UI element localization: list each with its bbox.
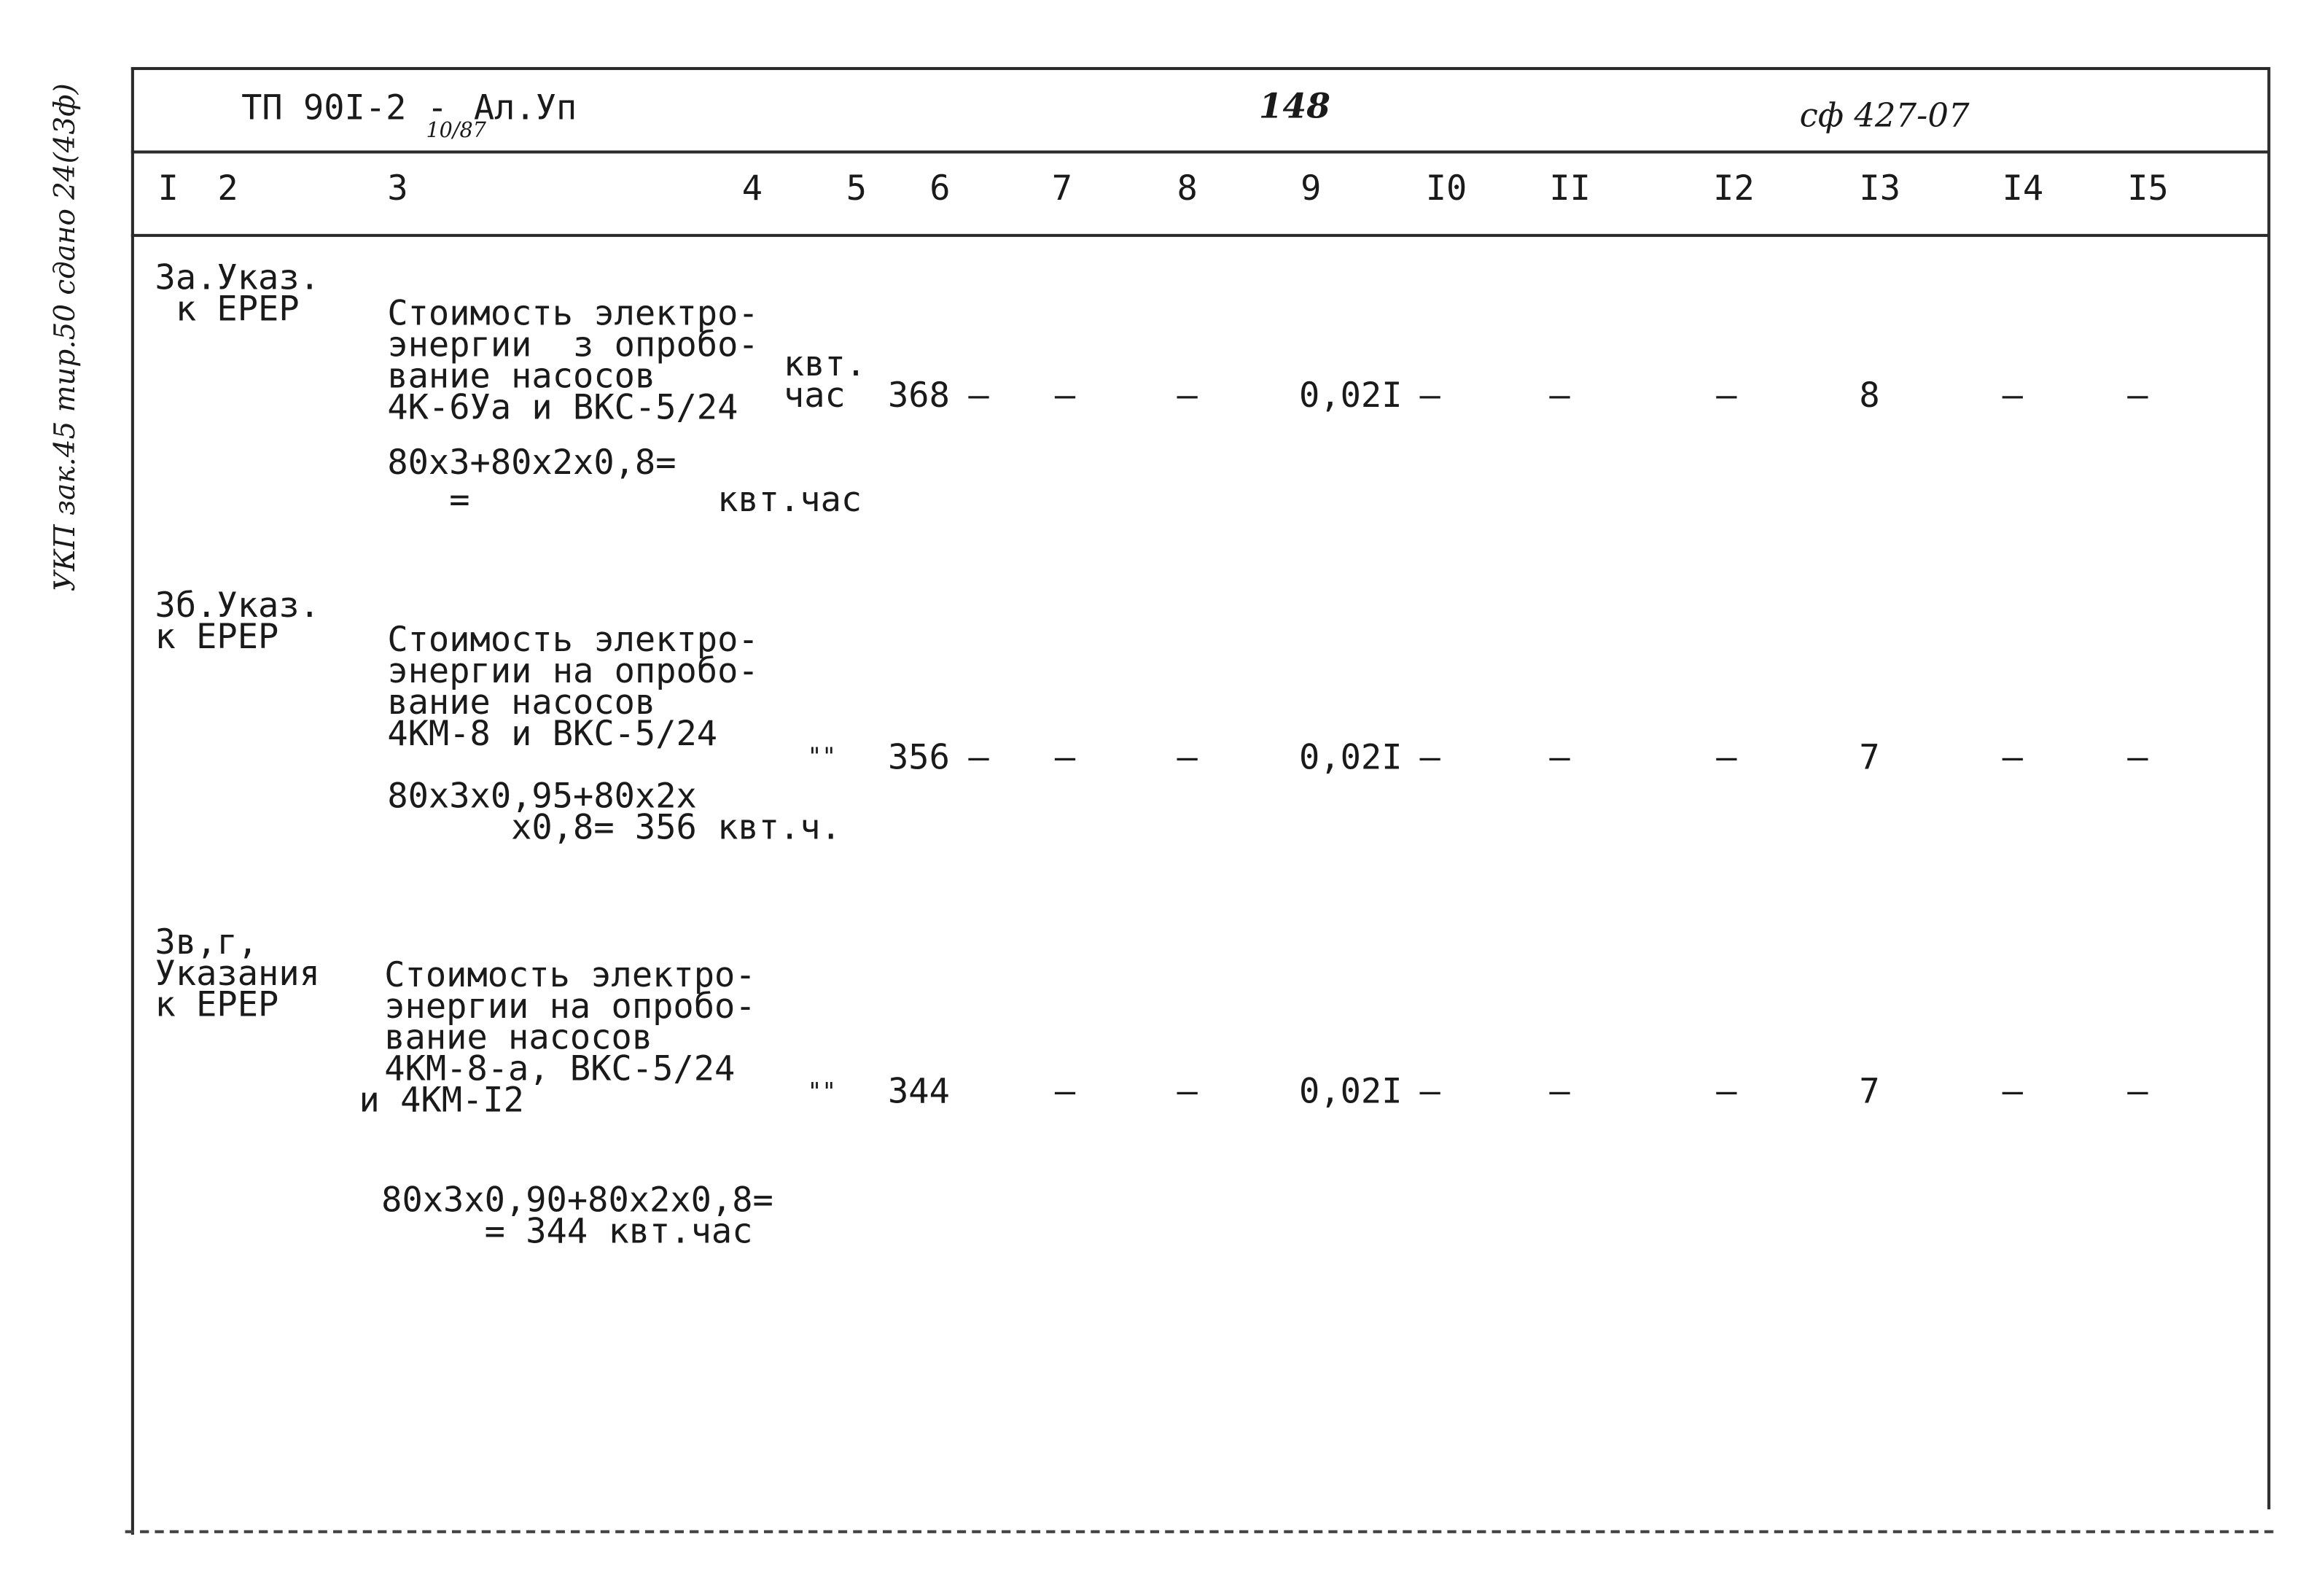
column-number: I2 xyxy=(1713,169,1755,209)
row-calculation: = квт.час xyxy=(387,481,862,521)
row-reference: 3а.Указ. xyxy=(155,259,320,298)
row-rate: 0,02I xyxy=(1299,739,1403,778)
row-value: – xyxy=(1177,377,1198,416)
row-description: и 4КМ-I2 xyxy=(359,1081,524,1121)
row-description: 4КМ-8 и ВКС-5/24 xyxy=(387,715,718,755)
column-number: 4 xyxy=(741,169,763,209)
column-number: I5 xyxy=(2127,169,2169,209)
frame-bottom xyxy=(125,1530,2274,1533)
row-value: – xyxy=(1419,739,1440,778)
row-calculation: = 344 квт.час xyxy=(381,1212,753,1252)
row-unit: "" xyxy=(807,741,837,771)
row-description: энергии з опробо- xyxy=(387,326,759,365)
row-value: – xyxy=(968,377,989,416)
row-quantity: 368 xyxy=(887,377,950,416)
row-value: – xyxy=(1549,1073,1570,1112)
row-description: вание насосов xyxy=(387,357,656,397)
row-calculation: 80х3х0,95+80х2х xyxy=(387,777,697,817)
row-description: энергии на опробо- xyxy=(384,987,756,1027)
document-fraction: 10/87 xyxy=(426,119,486,144)
row-calculation: 80х3х0,90+80х2х0,8= xyxy=(381,1181,773,1221)
column-number: 9 xyxy=(1301,169,1322,209)
column-numbers-rule xyxy=(131,234,2269,237)
margin-annotation xyxy=(40,77,85,591)
row-value: – xyxy=(1419,377,1440,416)
row-value: – xyxy=(1054,739,1076,778)
frame-right xyxy=(2267,67,2270,1509)
row-value: – xyxy=(2002,377,2023,416)
row-description: 4КМ-8-а, ВКС-5/24 xyxy=(384,1050,736,1089)
column-number: I4 xyxy=(2002,169,2044,209)
row-unit: квт. xyxy=(783,346,867,385)
row-description: 4К-6Уа и ВКС-5/24 xyxy=(387,389,738,428)
row-description: энергии на опробо- xyxy=(387,653,759,692)
row-rate: 0,02I xyxy=(1299,377,1403,416)
row-description: Стоимость электро- xyxy=(387,621,759,661)
row-description: вание насосов xyxy=(387,684,656,723)
column-number: II xyxy=(1549,169,1591,209)
row-value: – xyxy=(2002,1073,2023,1112)
row-value: – xyxy=(1177,1073,1198,1112)
row-calculation: х0,8= 356 квт.ч. xyxy=(387,809,841,848)
column-number: 2 xyxy=(217,169,238,209)
row-calculation: 80х3+80х2х0,8= xyxy=(387,443,676,483)
side-note: УКП зак.45 тир.50 сдано 24(43ф) xyxy=(49,83,82,592)
row-value: – xyxy=(1716,1073,1737,1112)
row-value: – xyxy=(1419,1073,1440,1112)
column-number: I3 xyxy=(1859,169,1901,209)
row-rate: 0,02I xyxy=(1299,1073,1403,1112)
row-value: – xyxy=(1716,377,1737,416)
document-suffix: Ал.Уп xyxy=(473,89,577,128)
row-value: – xyxy=(1549,739,1570,778)
row-value: – xyxy=(1054,1073,1076,1112)
row-value: – xyxy=(2002,739,2023,778)
header-rule xyxy=(131,150,2269,153)
document-code: ТП 90I-2 - xyxy=(241,89,448,128)
row-value: – xyxy=(2127,377,2148,416)
column-number: 5 xyxy=(846,169,867,209)
row-reference: к ЕРЕР xyxy=(155,986,279,1025)
row-value: – xyxy=(968,739,989,778)
row-total: 7 xyxy=(1859,739,1880,778)
column-number: I xyxy=(157,169,179,209)
row-value: – xyxy=(2127,1073,2148,1112)
row-reference: Указания xyxy=(155,954,320,994)
row-total: 8 xyxy=(1859,377,1880,416)
row-reference: 3в,г, xyxy=(155,924,259,963)
row-description: Стоимость электро- xyxy=(384,956,756,996)
row-value: – xyxy=(2127,739,2148,778)
row-unit: час xyxy=(783,377,846,416)
stamp-code: сф 427-07 xyxy=(1799,98,1970,136)
row-reference: к ЕРЕР xyxy=(155,290,300,330)
column-number: 3 xyxy=(387,169,408,209)
column-number: I0 xyxy=(1425,169,1467,209)
row-quantity: 356 xyxy=(887,739,950,778)
page-number: 148 xyxy=(1258,86,1330,127)
row-quantity: 344 xyxy=(887,1073,950,1112)
row-total: 7 xyxy=(1859,1073,1880,1112)
frame-left xyxy=(131,67,134,1535)
row-value: – xyxy=(1054,377,1076,416)
row-description: вание насосов xyxy=(384,1019,653,1058)
row-value: – xyxy=(1177,739,1198,778)
row-value: – xyxy=(1716,739,1737,778)
row-unit: "" xyxy=(807,1077,837,1106)
column-number: 8 xyxy=(1177,169,1198,209)
row-description: Стоимость электро- xyxy=(387,295,759,334)
frame-top xyxy=(131,67,2269,70)
column-number: 6 xyxy=(929,169,951,209)
row-value: – xyxy=(1549,377,1570,416)
row-reference: 3б.Указ. xyxy=(155,587,320,626)
column-number: 7 xyxy=(1051,169,1073,209)
row-reference: к ЕРЕР xyxy=(155,618,279,658)
